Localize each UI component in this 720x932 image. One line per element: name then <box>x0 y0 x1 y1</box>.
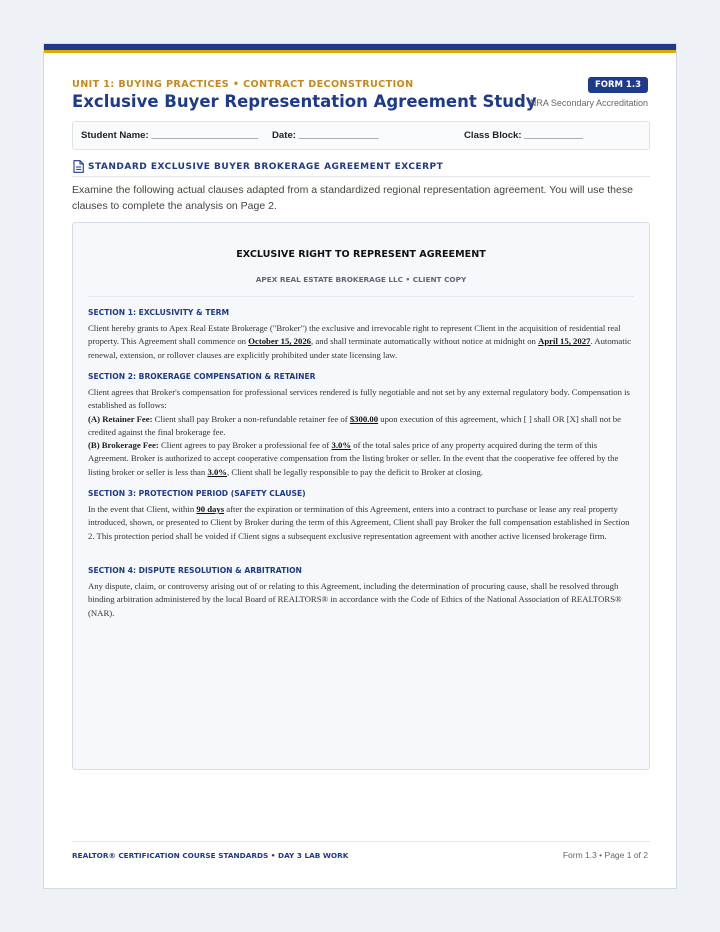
section-2-text: Client agrees that Broker's compensation for professional services rendered is fully negotiable and not set by any external regulatory body. Compensation is established as follows: (A) Retainer Fee: Client shall pay Broker a non-refundable retainer fee of $300.00 upon execution of this agreement, which [ ] shall OR [X] shall not be credited against the final brokerage fee. (B) Brokerage Fee: Client agrees to pay Broker a professional fee of 3.0% of the total sales price of any property acquired during the term of this Agreement. Broker is authorized to accept cooperative compensation from the listing broker or seller. In the event that the cooperative fee offered by the listing broker or seller is less than 3.0%, Client shall be legally responsible to pay the deficit to Broker at closing. <box>88 387 630 477</box>
student-name-field[interactable]: Student Name: ____________________ <box>81 130 259 141</box>
form-badge: FORM 1.3 <box>588 77 648 93</box>
retainer-amount: $300.00 <box>349 413 379 424</box>
section-3-heading: SECTION 3: PROTECTION PERIOD (SAFETY CLAUSE) <box>88 489 306 498</box>
worksheet-page <box>43 43 677 889</box>
intro-paragraph: Examine the following actual clauses adapted from a standardized regional representation agreement. You will use these clauses to complete the analysis on Page 2. <box>72 184 633 212</box>
section-1-clause <box>88 308 634 362</box>
section-3-clause <box>88 489 634 543</box>
divider <box>88 296 634 297</box>
agreement-subtitle: APEX REAL ESTATE BROKERAGE LLC • CLIENT COPY <box>255 275 467 284</box>
section-heading-text: STANDARD EXCLUSIVE BUYER BROKERAGE AGREEMENT EXCERPT <box>88 162 444 172</box>
document-icon <box>73 160 84 173</box>
unit-label: UNIT 1: BUYING PRACTICES • CONTRACT DECONSTRUCTION <box>72 79 414 90</box>
accreditation-label: NRA Secondary Accreditation <box>529 98 648 108</box>
date-field[interactable]: Date: _______________ <box>272 130 379 141</box>
section-2-clause <box>88 372 634 479</box>
section-4-clause <box>88 566 634 620</box>
page-title: Exclusive Buyer Representation Agreement Study <box>72 92 537 111</box>
class-block-field[interactable]: Class Block: ___________ <box>464 130 583 141</box>
footer-course-standards: REALTOR® CERTIFICATION COURSE STANDARDS • DAY 3 LAB WORK <box>72 851 349 860</box>
section-4-text: Any dispute, claim, or controversy arising out of or relating to this Agreement, including the determination of procuring cause, shall be resolved through binding arbitration administered by the local Board of REALTORS® in accordance with the Code of Ethics of the National Association of REALTORS® (NAR). <box>88 581 622 618</box>
top-band-gold <box>44 50 676 53</box>
section-1-text: Client hereby grants to Apex Real Estate Brokerage ("Broker") the exclusive and irrevocable right to represent Client in the acquisition of residential real property. This Agreement shall commence on October 15, 2026, and shall terminate automatically without notice at midnight on April 15, 2027. Automatic renewal, extension, or rollover clauses are explicitly prohibited under state licensing law. <box>88 323 631 360</box>
section-4-heading: SECTION 4: DISPUTE RESOLUTION & ARBITRATION <box>88 566 302 575</box>
agreement-excerpt <box>72 222 650 770</box>
footer-page-number: Form 1.3 • Page 1 of 2 <box>562 850 648 860</box>
brokerage-fee-percent: 3.0% <box>331 440 352 451</box>
section-1-heading: SECTION 1: EXCLUSIVITY & TERM <box>88 308 230 317</box>
start-date: October 15, 2026 <box>248 336 312 347</box>
protection-days: 90 days <box>196 504 225 514</box>
footer-divider <box>72 841 650 842</box>
brokerage-fee-label: (B) Brokerage Fee: <box>88 440 159 451</box>
student-info-box <box>72 121 650 150</box>
retainer-fee-label: (A) Retainer Fee: <box>88 413 153 424</box>
cooperative-fee-percent: 3.0% <box>207 466 227 477</box>
end-date: April 15, 2027 <box>538 336 591 347</box>
section-heading <box>72 159 650 177</box>
section-2-heading: SECTION 2: BROKERAGE COMPENSATION & RETAINER <box>88 372 316 381</box>
section-3-text: In the event that Client, within 90 days after the expiration or termination of this Agreement, enters into a contract to purchase or lease any real property introduced, shown, or presented to Client by Broker during the term of this Agreement, Client shall pay Broker the full compensation established in Section 2. This protection period shall be voided if Client signs a subsequent exclusive representation agreement with another active licensed brokerage firm. <box>88 504 630 541</box>
agreement-title: EXCLUSIVE RIGHT TO REPRESENT AGREEMENT <box>236 249 486 260</box>
